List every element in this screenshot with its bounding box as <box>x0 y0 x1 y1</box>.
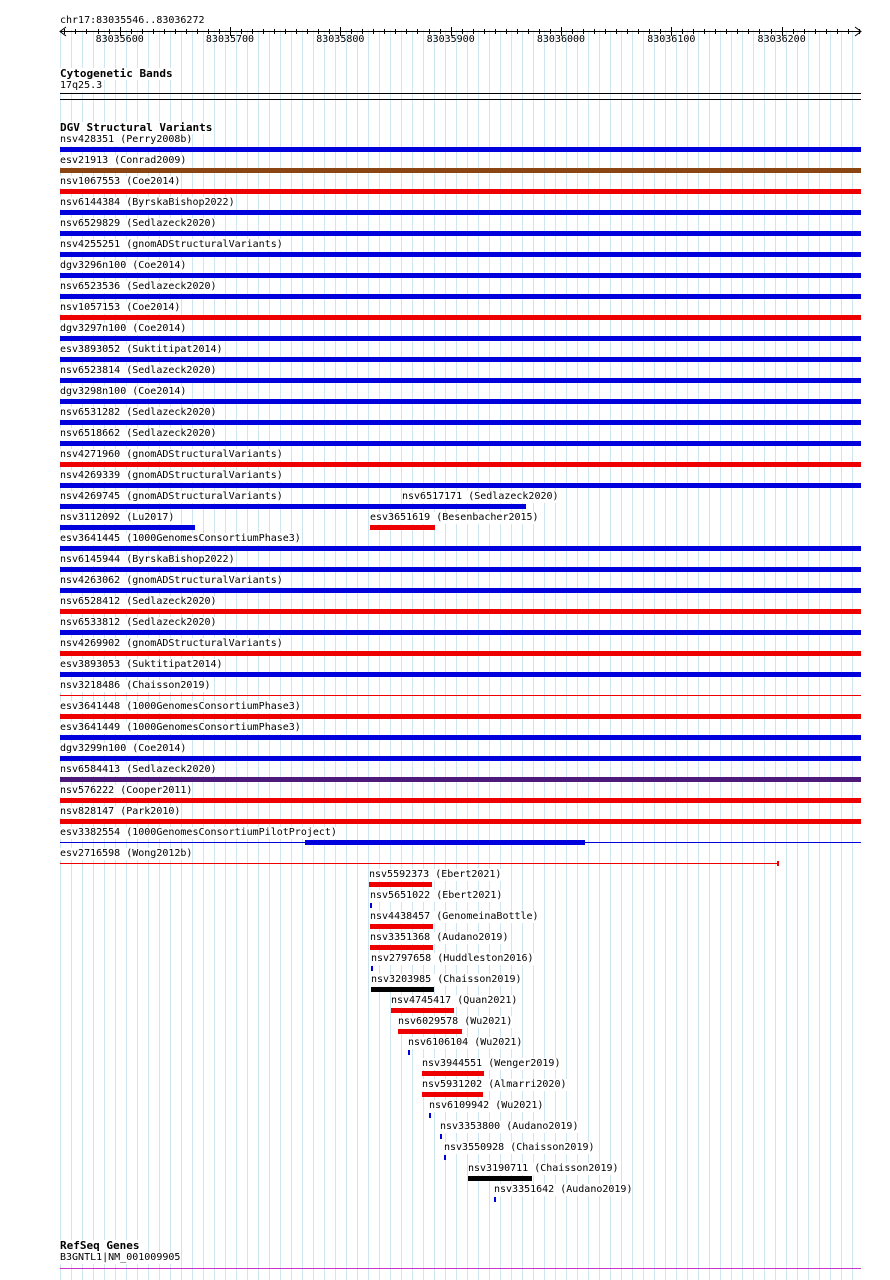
dgv-feature-label[interactable]: nsv3351642 (Audano2019) <box>494 1184 633 1195</box>
dgv-feature-label[interactable]: nsv3203985 (Chaisson2019) <box>371 974 522 985</box>
dgv-feature-label[interactable]: nsv1057153 (Coe2014) <box>60 302 181 313</box>
dgv-feature-label[interactable]: nsv576222 (Cooper2011) <box>60 785 193 796</box>
dgv-feature-thick[interactable] <box>305 840 585 845</box>
dgv-feature-bar[interactable] <box>60 651 861 656</box>
dgv-feature-label[interactable]: dgv3298n100 (Coe2014) <box>60 386 187 397</box>
dgv-feature-bar[interactable] <box>60 819 861 824</box>
dgv-feature-bar[interactable] <box>60 756 861 761</box>
dgv-feature-bar[interactable] <box>440 1134 442 1139</box>
dgv-feature-bar[interactable] <box>60 252 861 257</box>
dgv-feature-label[interactable]: nsv4263062 (gnomADStructuralVariants) <box>60 575 283 586</box>
dgv-feature-label[interactable]: nsv6584413 (Sedlazeck2020) <box>60 764 217 775</box>
dgv-feature-label[interactable]: nsv6106104 (Wu2021) <box>408 1037 523 1048</box>
position-label: chr17:83035546..83036272 <box>60 15 205 26</box>
dgv-feature-bar[interactable] <box>60 735 861 740</box>
dgv-feature-label[interactable]: nsv6533812 (Sedlazeck2020) <box>60 617 217 628</box>
dgv-feature-bar[interactable] <box>60 231 861 236</box>
ruler-tick-label: 83035600 <box>95 34 144 45</box>
dgv-feature-label[interactable]: nsv4745417 (Quan2021) <box>391 995 518 1006</box>
dgv-feature-bar[interactable] <box>60 588 861 593</box>
ruler-tick-label: 83036000 <box>536 34 586 45</box>
dgv-feature-bar[interactable] <box>60 336 861 341</box>
dgv-feature-bar[interactable] <box>60 147 861 152</box>
dgv-feature-bar[interactable] <box>60 798 861 803</box>
dgv-feature-label[interactable]: nsv3550928 (Chaisson2019) <box>444 1142 595 1153</box>
dgv-feature-bar[interactable] <box>60 546 861 551</box>
dgv-feature-label[interactable]: nsv5651022 (Ebert2021) <box>370 890 503 901</box>
dgv-feature-bar[interactable] <box>494 1197 496 1202</box>
dgv-feature-label[interactable]: nsv3351368 (Audano2019) <box>370 932 509 943</box>
dgv-feature-bar[interactable] <box>468 1176 532 1181</box>
dgv-feature-bar[interactable] <box>422 1071 484 1076</box>
dgv-feature-label[interactable]: esv3651619 (Besenbacher2015) <box>370 512 539 523</box>
dgv-feature-bar[interactable] <box>408 1050 410 1055</box>
dgv-feature-label[interactable]: esv3893053 (Suktitipat2014) <box>60 659 223 670</box>
dgv-feature-label[interactable]: esv21913 (Conrad2009) <box>60 155 187 166</box>
dgv-feature-label[interactable]: dgv3296n100 (Coe2014) <box>60 260 187 271</box>
dgv-feature-label[interactable]: esv2716598 (Wong2012b) <box>60 848 193 859</box>
dgv-feature-bar[interactable] <box>60 294 861 299</box>
dgv-feature-label[interactable]: nsv1067553 (Coe2014) <box>60 176 181 187</box>
dgv-feature-label[interactable]: nsv4269902 (gnomADStructuralVariants) <box>60 638 283 649</box>
dgv-feature-bar[interactable] <box>60 273 861 278</box>
dgv-feature-label[interactable]: nsv4271960 (gnomADStructuralVariants) <box>60 449 283 460</box>
dgv-feature-bar[interactable] <box>370 903 372 908</box>
dgv-feature-bar[interactable] <box>60 672 861 677</box>
dgv-feature-label[interactable]: nsv3112092 (Lu2017) <box>60 512 175 523</box>
refseq-track-title[interactable]: RefSeq Genes <box>60 1239 140 1252</box>
dgv-feature-label[interactable]: nsv6518662 (Sedlazeck2020) <box>60 428 217 439</box>
dgv-feature-label[interactable]: nsv4269339 (gnomADStructuralVariants) <box>60 470 283 481</box>
dgv-feature-bar[interactable] <box>370 945 433 950</box>
dgv-feature-bar[interactable] <box>60 441 861 446</box>
dgv-feature-label[interactable]: nsv6517171 (Sedlazeck2020) <box>402 491 559 502</box>
dgv-feature-bar[interactable] <box>60 399 861 404</box>
dgv-feature-label[interactable]: esv3382554 (1000GenomesConsortiumPilotProject) <box>60 827 337 838</box>
dgv-feature-bar[interactable] <box>60 189 861 194</box>
dgv-feature-bar[interactable] <box>60 483 861 488</box>
dgv-feature-bar[interactable] <box>369 882 432 887</box>
dgv-feature-bar[interactable] <box>429 1113 431 1118</box>
dgv-feature-bar[interactable] <box>60 695 861 696</box>
ruler-tick-label: 83036100 <box>647 34 696 45</box>
ruler-tick-label: 83035800 <box>316 34 365 45</box>
dgv-feature-label[interactable]: nsv3218486 (Chaisson2019) <box>60 680 211 691</box>
dgv-feature-label[interactable]: nsv6109942 (Wu2021) <box>429 1100 544 1111</box>
dgv-feature-label[interactable]: nsv6145944 (ByrskaBishop2022) <box>60 554 235 565</box>
dgv-feature-bar[interactable] <box>60 210 861 215</box>
dgv-feature-label[interactable]: dgv3299n100 (Coe2014) <box>60 743 187 754</box>
dgv-feature-bar[interactable] <box>371 987 434 992</box>
dgv-feature-bar[interactable] <box>402 504 526 509</box>
ruler-tick-label: 83035700 <box>205 34 255 45</box>
dgv-feature-label[interactable]: nsv4438457 (GenomeinaBottle) <box>370 911 539 922</box>
dgv-feature-label[interactable]: nsv3944551 (Wenger2019) <box>422 1058 561 1069</box>
dgv-feature-bar[interactable] <box>60 567 861 572</box>
dgv-feature-bar[interactable] <box>391 1008 454 1013</box>
dgv-feature-label[interactable]: nsv6528412 (Sedlazeck2020) <box>60 596 217 607</box>
dgv-feature-bar[interactable] <box>60 357 861 362</box>
dgv-feature-label[interactable]: nsv5931202 (Almarri2020) <box>422 1079 567 1090</box>
dgv-feature-label[interactable]: nsv5592373 (Ebert2021) <box>369 869 502 880</box>
dgv-feature-bar[interactable] <box>60 168 861 173</box>
dgv-feature-bar[interactable] <box>60 462 861 467</box>
dgv-feature-end-tick <box>777 861 779 866</box>
dgv-feature-bar[interactable] <box>60 420 861 425</box>
dgv-feature-bar[interactable] <box>371 966 373 971</box>
dgv-feature-label[interactable]: esv3893052 (Suktitipat2014) <box>60 344 223 355</box>
cytoband-label: 17q25.3 <box>60 80 103 91</box>
dgv-feature-label[interactable]: nsv2797658 (Huddleston2016) <box>371 953 534 964</box>
dgv-feature-label[interactable]: nsv3353800 (Audano2019) <box>440 1121 579 1132</box>
dgv-feature-label[interactable]: dgv3297n100 (Coe2014) <box>60 323 187 334</box>
dgv-feature-bar[interactable] <box>422 1092 483 1097</box>
dgv-feature-label[interactable]: nsv6523814 (Sedlazeck2020) <box>60 365 217 376</box>
dgv-feature-bar[interactable] <box>60 504 402 509</box>
dgv-feature-bar[interactable] <box>398 1029 462 1034</box>
dgv-feature-bar[interactable] <box>444 1155 446 1160</box>
dgv-feature-bar[interactable] <box>60 378 861 383</box>
dgv-feature-label[interactable]: nsv6531282 (Sedlazeck2020) <box>60 407 217 418</box>
dgv-feature-bar[interactable] <box>60 777 861 782</box>
dgv-feature-bar[interactable] <box>60 630 861 635</box>
dgv-feature-label[interactable]: esv3641449 (1000GenomesConsortiumPhase3) <box>60 722 301 733</box>
dgv-feature-label[interactable]: nsv3190711 (Chaisson2019) <box>468 1163 619 1174</box>
refseq-gene-label[interactable]: B3GNTL1|NM_001009905 <box>60 1252 181 1263</box>
dgv-feature-bar[interactable] <box>60 609 861 614</box>
dgv-feature-label[interactable]: esv3641445 (1000GenomesConsortiumPhase3) <box>60 533 301 544</box>
ruler-tick-label: 83035900 <box>426 34 475 45</box>
dgv-feature-bar[interactable] <box>60 714 861 719</box>
dgv-feature-bar[interactable] <box>370 525 435 530</box>
dgv-feature-label[interactable]: nsv6529829 (Sedlazeck2020) <box>60 218 217 229</box>
dgv-feature-bar[interactable] <box>60 863 778 864</box>
dgv-feature-bar[interactable] <box>60 315 861 320</box>
dgv-track-title[interactable]: DGV Structural Variants <box>60 121 213 134</box>
dgv-feature-label[interactable]: nsv6144384 (ByrskaBishop2022) <box>60 197 235 208</box>
dgv-feature-bar[interactable] <box>370 924 433 929</box>
dgv-feature-bar[interactable] <box>60 525 195 530</box>
dgv-feature-label[interactable]: nsv6029578 (Wu2021) <box>398 1016 513 1027</box>
dgv-feature-label[interactable]: nsv4255251 (gnomADStructuralVariants) <box>60 239 283 250</box>
dgv-feature-label[interactable]: nsv828147 (Park2010) <box>60 806 181 817</box>
ruler-tick-label: 83036200 <box>757 34 806 45</box>
dgv-feature-label[interactable]: esv3641448 (1000GenomesConsortiumPhase3) <box>60 701 301 712</box>
cytoband-track-title[interactable]: Cytogenetic Bands <box>60 67 173 80</box>
dgv-feature-label[interactable]: nsv6523536 (Sedlazeck2020) <box>60 281 217 292</box>
dgv-feature-label[interactable]: nsv4269745 (gnomADStructuralVariants) <box>60 491 283 502</box>
dgv-feature-label[interactable]: nsv428351 (Perry2008b) <box>60 134 193 145</box>
